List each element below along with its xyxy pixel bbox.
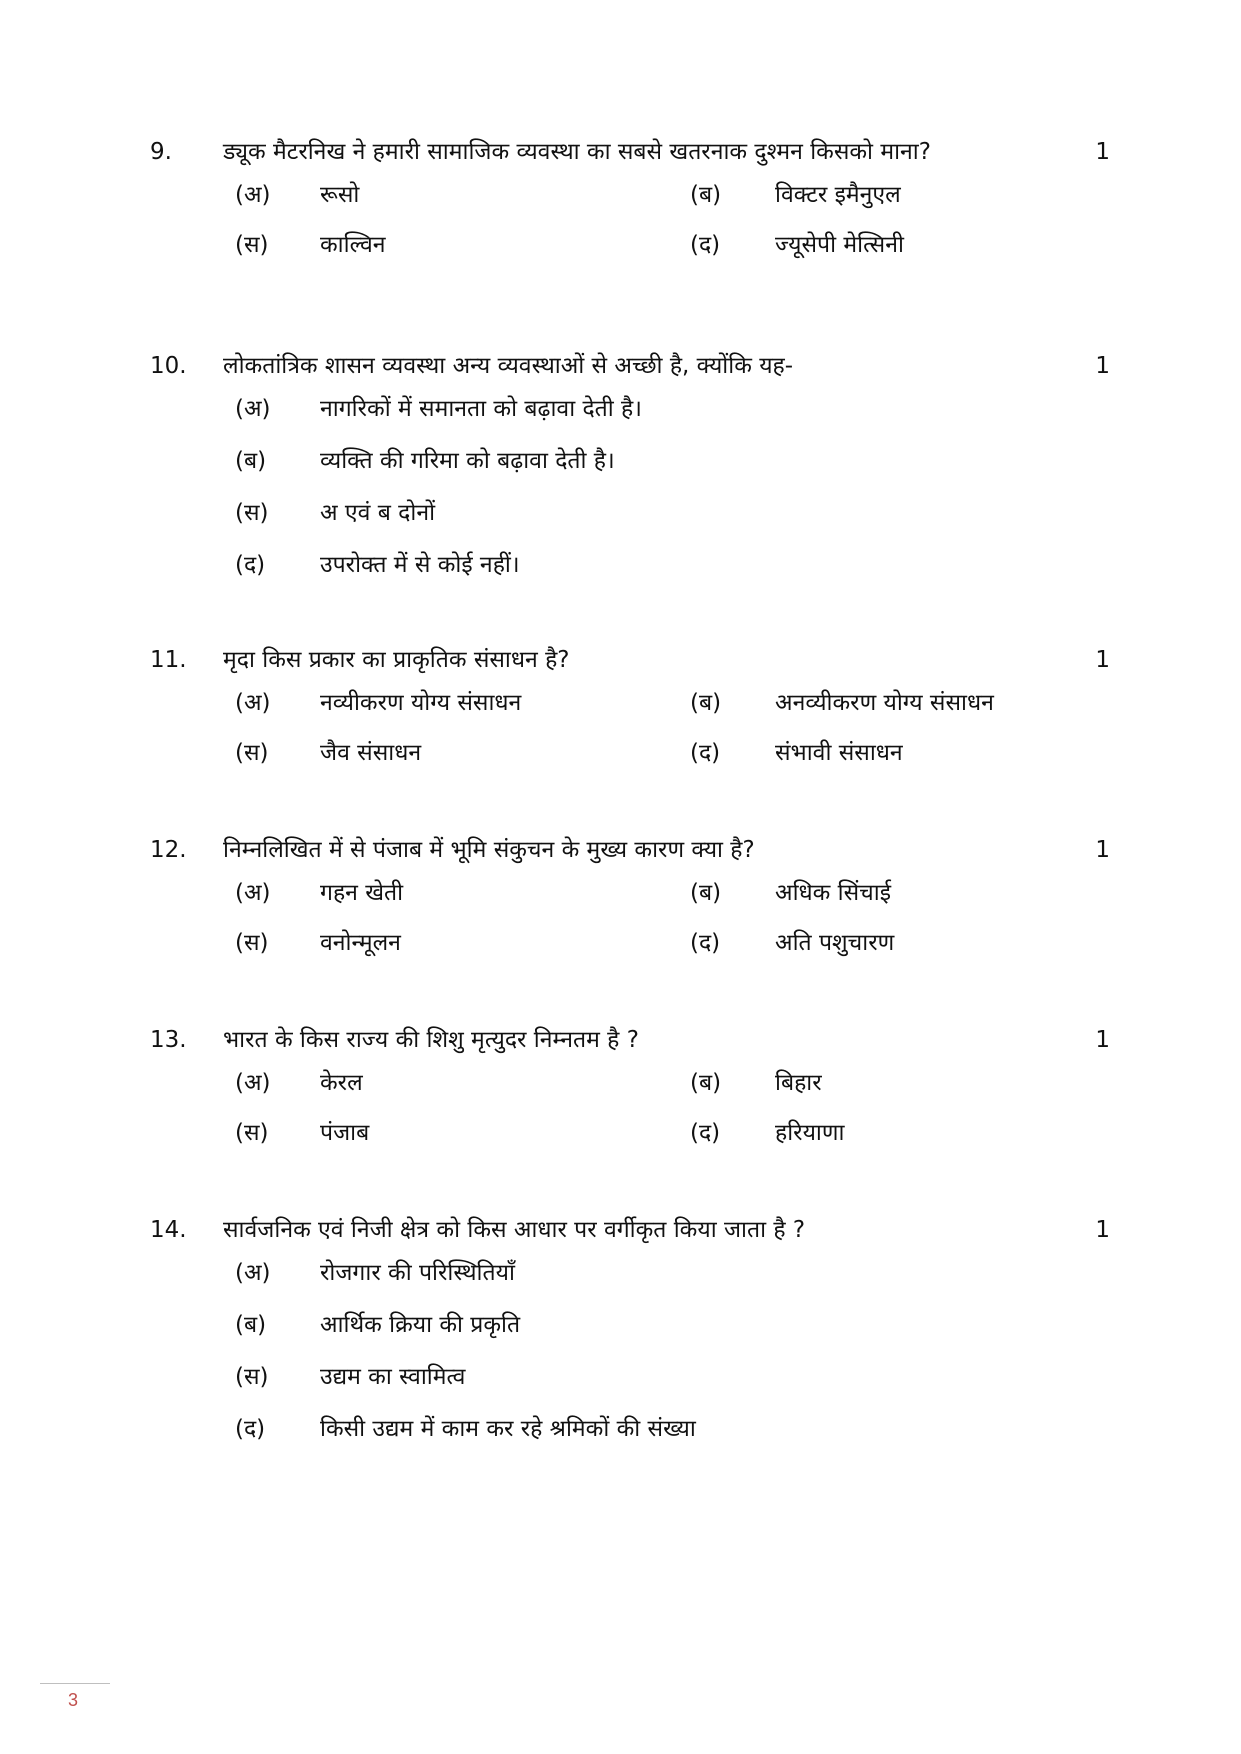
options: (अ) गहन खेती (ब) अधिक सिंचाई (स) वनोन्मूलन (द) अति पशुचारण (235, 880, 895, 956)
question-11 (150, 640, 1110, 784)
options: (अ) रोजगार की परिस्थितियाँ (ब) आर्थिक क्रिया की प्रकृति (स) उद्यम का स्वामित्व (द) किसी उद्यम में काम कर रहे श्रमिकों की संख्या (235, 1260, 696, 1442)
question-12 (150, 830, 1110, 974)
question-9 (150, 132, 1110, 276)
options: (अ) नव्यीकरण योग्य संसाधन (ब) अनव्यीकरण योग्य संसाधन (स) जैव संसाधन (द) संभावी संसाधन (235, 690, 994, 766)
question-number: 14. (150, 1217, 187, 1243)
question-text: ड्यूक मैटरनिख ने हमारी सामाजिक व्यवस्था का सबसे खतरनाक दुश्मन किसको माना? (223, 139, 931, 165)
options: (अ) रूसो (ब) विक्टर इमैनुएल (स) काल्विन (द) ज्यूसेपी मेत्सिनी (235, 182, 904, 258)
question-10 (150, 346, 1110, 594)
question-number: 12. (150, 837, 187, 863)
question-text: सार्वजनिक एवं निजी क्षेत्र को किस आधार पर वर्गीकृत किया जाता है ? (223, 1217, 806, 1243)
question-marks: 1 (1095, 1217, 1110, 1243)
question-number: 11. (150, 647, 187, 673)
question-marks: 1 (1095, 1027, 1110, 1053)
question-marks: 1 (1095, 353, 1110, 379)
page-number: 3 (68, 1690, 79, 1710)
options: (अ) केरल (ब) बिहार (स) पंजाब (द) हरियाणा (235, 1070, 845, 1146)
options: (अ) नागरिकों में समानता को बढ़ावा देती है। (ब) व्यक्ति की गरिमा को बढ़ावा देती है। (स) अ एवं ब दोनों (द) उपरोक्त में से कोई नहीं। (235, 396, 642, 578)
question-13 (150, 1020, 1110, 1164)
question-text: लोकतांत्रिक शासन व्यवस्था अन्य व्यवस्थाओं से अच्छी है, क्योंकि यह- (223, 353, 794, 379)
question-number: 9. (150, 139, 172, 165)
question-marks: 1 (1095, 139, 1110, 165)
footer-divider (40, 1683, 110, 1684)
question-number: 13. (150, 1027, 187, 1053)
question-text: मृदा किस प्रकार का प्राकृतिक संसाधन है? (223, 647, 570, 673)
question-text: भारत के किस राज्य की शिशु मृत्युदर निम्नतम है ? (223, 1027, 639, 1053)
question-marks: 1 (1095, 837, 1110, 863)
question-marks: 1 (1095, 647, 1110, 673)
question-14 (150, 1210, 1110, 1458)
question-number: 10. (150, 353, 187, 379)
question-text: निम्नलिखित में से पंजाब में भूमि संकुचन के मुख्य कारण क्या है? (223, 837, 755, 863)
